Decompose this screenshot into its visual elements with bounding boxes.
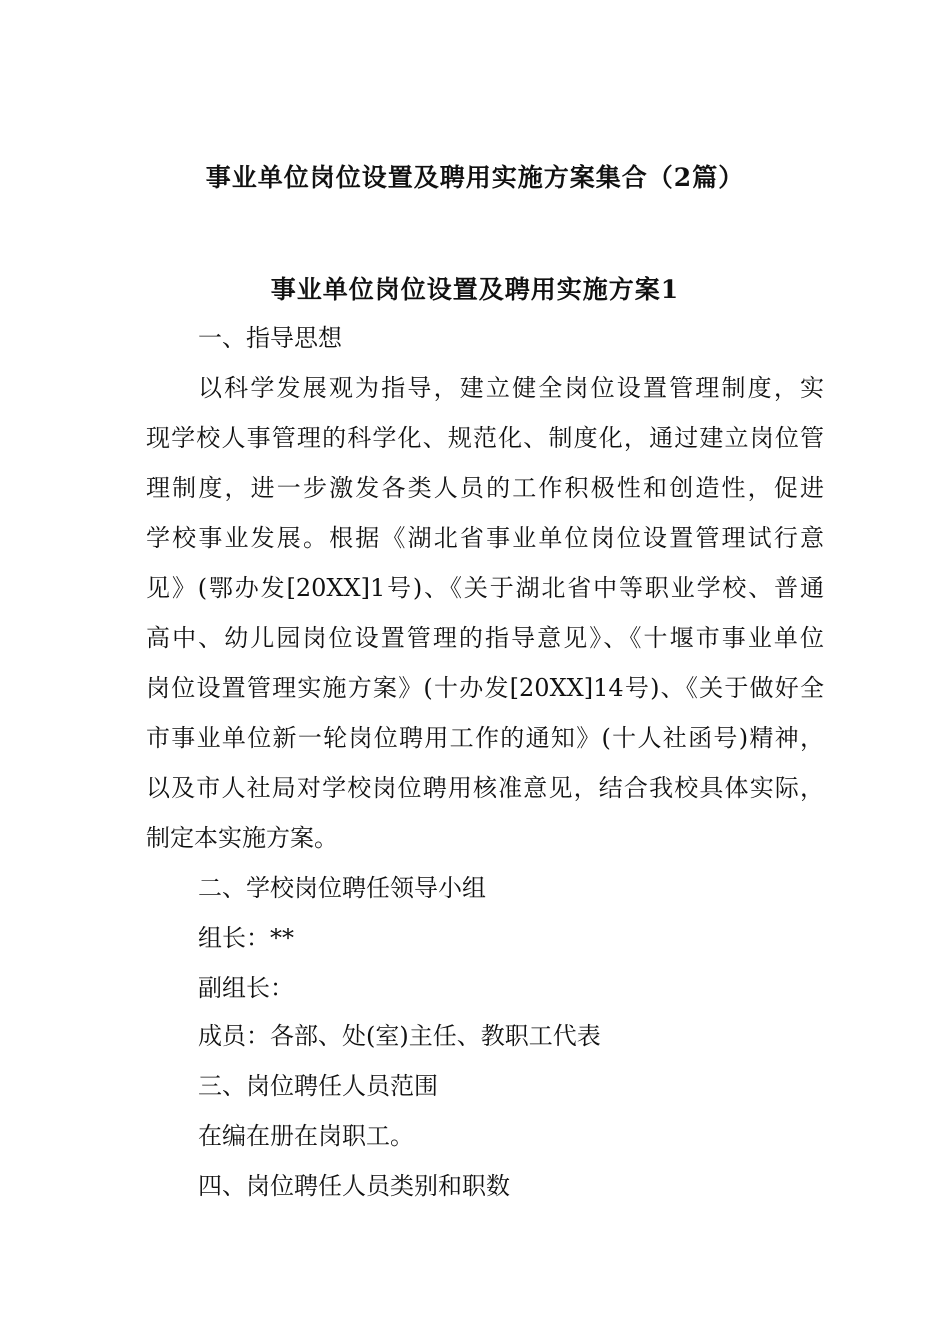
paragraph-line: 制定本实施方案。 xyxy=(146,824,338,852)
paragraph-line: 学校事业发展。根据《湖北省事业单位岗位设置管理试行意 xyxy=(146,524,824,552)
paragraph-line: 理制度，进一步激发各类人员的工作积极性和创造性，促进 xyxy=(146,474,824,502)
group-members: 成员：各部、处(室)主任、教职工代表 xyxy=(198,1022,601,1050)
heading-guiding-ideology: 一、指导思想 xyxy=(198,324,342,352)
group-leader: 组长：** xyxy=(198,924,294,952)
paragraph-line: 以及市人社局对学校岗位聘用核准意见，结合我校具体实际， xyxy=(146,774,824,802)
paragraph-line: 市事业单位新一轮岗位聘用工作的通知》(十人社函号)精神， xyxy=(146,724,824,752)
deputy-group-leader: 副组长： xyxy=(198,974,294,1002)
heading-leadership-group: 二、学校岗位聘任领导小组 xyxy=(198,874,486,902)
personnel-scope-text: 在编在册在岗职工。 xyxy=(198,1122,414,1150)
section-title: 事业单位岗位设置及聘用实施方案1 xyxy=(270,275,680,304)
paragraph-line: 现学校人事管理的科学化、规范化、制度化，通过建立岗位管 xyxy=(146,424,824,452)
document-title: 事业单位岗位设置及聘用实施方案集合（2篇） xyxy=(205,163,745,192)
paragraph-line: 以科学发展观为指导，建立健全岗位设置管理制度，实 xyxy=(198,374,824,402)
heading-personnel-scope: 三、岗位聘任人员范围 xyxy=(198,1072,438,1100)
paragraph-line: 高中、幼儿园岗位设置管理的指导意见》、《十堰市事业单位 xyxy=(146,624,824,652)
paragraph-line: 岗位设置管理实施方案》(十办发[20XX]14号)、《关于做好全 xyxy=(146,674,824,702)
heading-personnel-categories: 四、岗位聘任人员类别和职数 xyxy=(198,1172,510,1200)
paragraph-line: 见》(鄂办发[20XX]1号)、《关于湖北省中等职业学校、普通 xyxy=(146,574,824,602)
